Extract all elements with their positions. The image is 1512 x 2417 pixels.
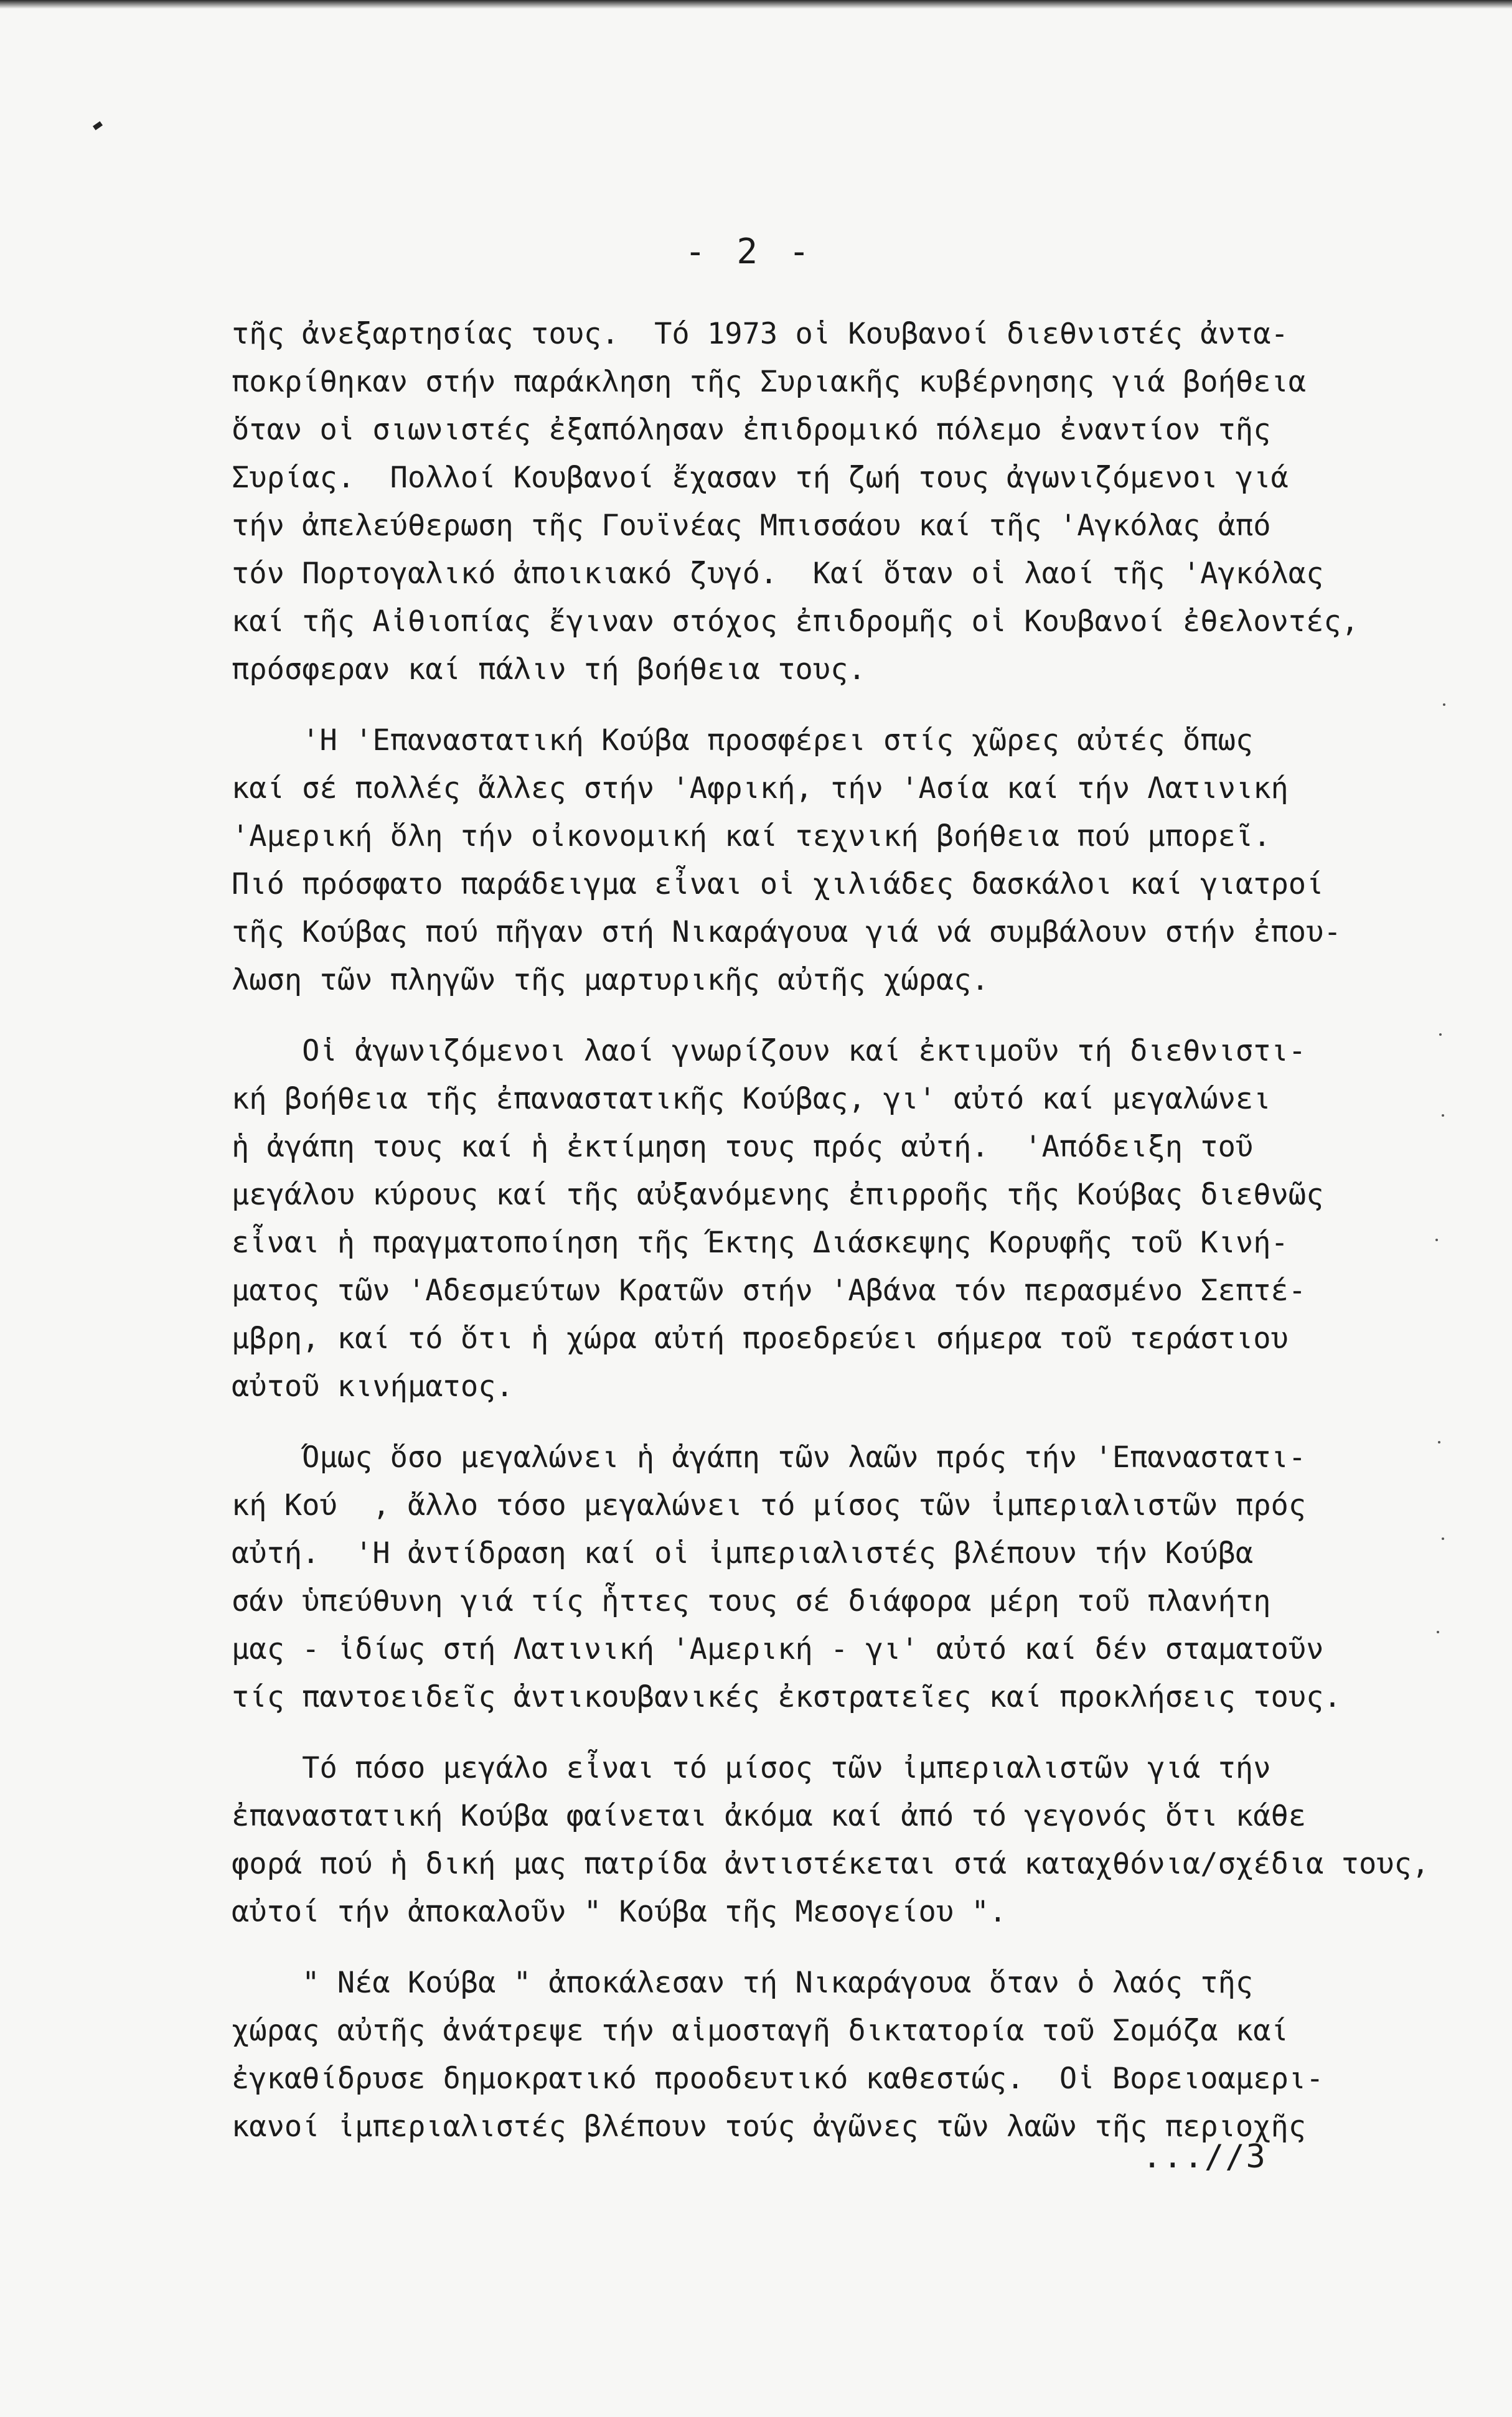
text-line: μας - ἰδίως στή Λατινική 'Αμερική - γι' αὐτό καί δέν σταματοῦν bbox=[232, 1632, 1324, 1666]
document-body bbox=[232, 310, 1452, 2151]
text-line: μεγάλου κύρους καί τῆς αὐξανόμενης ἐπιρροῆς τῆς Κούβας διεθνῶς bbox=[232, 1178, 1324, 1212]
scan-speck bbox=[1439, 1033, 1442, 1036]
text-line: Πιό πρόσφατο παράδειγμα εἶναι οἱ χιλιάδες δασκάλοι καί γιατροί bbox=[232, 867, 1324, 901]
scan-mark bbox=[93, 121, 103, 131]
text-line: κανοί ἰμπεριαλιστές βλέπουν τούς ἀγῶνες τῶν λαῶν τῆς περιοχῆς bbox=[232, 2110, 1307, 2144]
text-line: εἶναι ἡ πραγματοποίηση τῆς Έκτης Διάσκεψης Κορυφῆς τοῦ Κινή- bbox=[232, 1226, 1289, 1260]
text-line: φορά πού ἡ δική μας πατρίδα ἀντιστέκεται στά καταχθόνια/σχέδια τους, bbox=[232, 1847, 1430, 1881]
scan-speck bbox=[1435, 1239, 1438, 1241]
paragraph bbox=[232, 1434, 1452, 1721]
text-line: καί τῆς Αἰθιοπίας ἔγιναν στόχος ἐπιδρομῆς οἱ Κουβανοί ἐθελοντές, bbox=[232, 604, 1359, 639]
text-line: μβρη, καί τό ὅτι ἡ χώρα αὐτή προεδρεύει σήμερα τοῦ τεράστιου bbox=[232, 1321, 1289, 1356]
text-line: τῆς Κούβας πού πῆγαν στή Νικαράγουα γιά νά συμβάλουν στήν ἐπου- bbox=[232, 915, 1341, 949]
scan-speck bbox=[1437, 1631, 1439, 1633]
continuation-marker: ...//3 bbox=[1142, 2138, 1267, 2175]
text-line: Συρίας. Πολλοί Κουβανοί ἔχασαν τή ζωή τους ἀγωνιζόμενοι γιά bbox=[232, 461, 1289, 495]
text-line: 'Αμερική ὅλη τήν οἰκονομική καί τεχνική βοήθεια πού μπορεῖ. bbox=[232, 819, 1271, 853]
text-line: τόν Πορτογαλικό ἀποικιακό ζυγό. Καί ὅταν οἱ λαοί τῆς 'Αγκόλας bbox=[232, 556, 1324, 591]
text-line: πρόσφεραν καί πάλιν τή βοήθεια τους. bbox=[232, 652, 866, 687]
text-line: ἐγκαθίδρυσε δημοκρατικό προοδευτικό καθεστώς. Οἱ Βορειοαμερι- bbox=[232, 2062, 1324, 2096]
text-line: Τό πόσο μεγάλο εἶναι τό μίσος τῶν ἰμπεριαλιστῶν γιά τήν bbox=[232, 1751, 1271, 1785]
text-line: κή Κού , ἄλλο τόσο μεγαλώνει τό μίσος τῶν ἰμπεριαλιστῶν πρός bbox=[232, 1488, 1307, 1523]
text-line: τῆς ἀνεξαρτησίας τους. Τό 1973 οἱ Κουβανοί διεθνιστές ἀντα- bbox=[232, 317, 1289, 351]
text-line: λωση τῶν πληγῶν τῆς μαρτυρικῆς αὐτῆς χώρας. bbox=[232, 963, 989, 997]
scan-speck bbox=[1438, 1441, 1440, 1443]
text-line: τήν ἀπελεύθερωση τῆς Γουϊνέας Μπισσάου καί τῆς 'Αγκόλας ἀπό bbox=[232, 509, 1271, 543]
text-line: αὐτοῦ κινήματος. bbox=[232, 1369, 514, 1404]
paragraph bbox=[232, 310, 1452, 693]
scan-speck bbox=[1442, 1114, 1444, 1117]
scan-top-edge bbox=[0, 0, 1512, 9]
text-line: τίς παντοειδεῖς ἀντικουβανικές ἐκστρατεῖες καί προκλήσεις τους. bbox=[232, 1680, 1341, 1714]
paragraph bbox=[232, 1027, 1452, 1410]
text-line: ποκρίθηκαν στήν παράκληση τῆς Συριακῆς κυβέρνησης γιά βοήθεια bbox=[232, 365, 1307, 399]
text-line: ἐπαναστατική Κούβα φαίνεται ἀκόμα καί ἀπό τό γεγονός ὅτι κάθε bbox=[232, 1799, 1307, 1833]
paragraph bbox=[232, 716, 1452, 1004]
scan-speck bbox=[1442, 1537, 1444, 1540]
text-line: Οἱ ἀγωνιζόμενοι λαοί γνωρίζουν καί ἐκτιμοῦν τή διεθνιστι- bbox=[232, 1034, 1307, 1068]
text-line: Όμως ὅσο μεγαλώνει ἡ ἀγάπη τῶν λαῶν πρός τήν 'Επαναστατι- bbox=[232, 1440, 1307, 1475]
text-line: κή βοήθεια τῆς ἐπαναστατικῆς Κούβας, γι' αὐτό καί μεγαλώνει bbox=[232, 1082, 1271, 1116]
text-line: χώρας αὐτῆς ἀνάτρεψε τήν αἱμοσταγῆ δικτατορία τοῦ Σομόζα καί bbox=[232, 2014, 1289, 2048]
text-line: ματος τῶν 'Αδεσμεύτων Κρατῶν στήν 'Αβάνα τόν περασμένο Σεπτέ- bbox=[232, 1274, 1307, 1308]
page-number: - 2 - bbox=[685, 232, 815, 272]
text-line: αὐτή. 'Η ἀντίδραση καί οἱ ἰμπεριαλιστές βλέπουν τήν Κούβα bbox=[232, 1536, 1254, 1570]
text-line: ἡ ἀγάπη τους καί ἡ ἐκτίμηση τους πρός αὐτή. 'Απόδειξη τοῦ bbox=[232, 1130, 1254, 1164]
scan-speck bbox=[1443, 703, 1445, 706]
text-line: καί σέ πολλές ἄλλες στήν 'Αφρική, τήν 'Ασία καί τήν Λατινική bbox=[232, 771, 1289, 805]
text-line: " Νέα Κούβα " ἀποκάλεσαν τή Νικαράγουα ὅταν ὁ λαός τῆς bbox=[232, 1966, 1254, 2000]
text-line: αὐτοί τήν ἀποκαλοῦν " Κούβα τῆς Μεσογείου ". bbox=[232, 1895, 1007, 1929]
text-line: σάν ὑπεύθυνη γιά τίς ἧττες τους σέ διάφορα μέρη τοῦ πλανήτη bbox=[232, 1584, 1271, 1618]
text-line: ὅταν οἱ σιωνιστές ἐξαπόλησαν ἐπιδρομικό πόλεμο ἐναντίον τῆς bbox=[232, 413, 1271, 447]
text-line: 'Η 'Επαναστατική Κούβα προσφέρει στίς χῶρες αὐτές ὅπως bbox=[232, 723, 1254, 758]
paragraph bbox=[232, 1959, 1452, 2151]
paragraph bbox=[232, 1744, 1452, 1936]
